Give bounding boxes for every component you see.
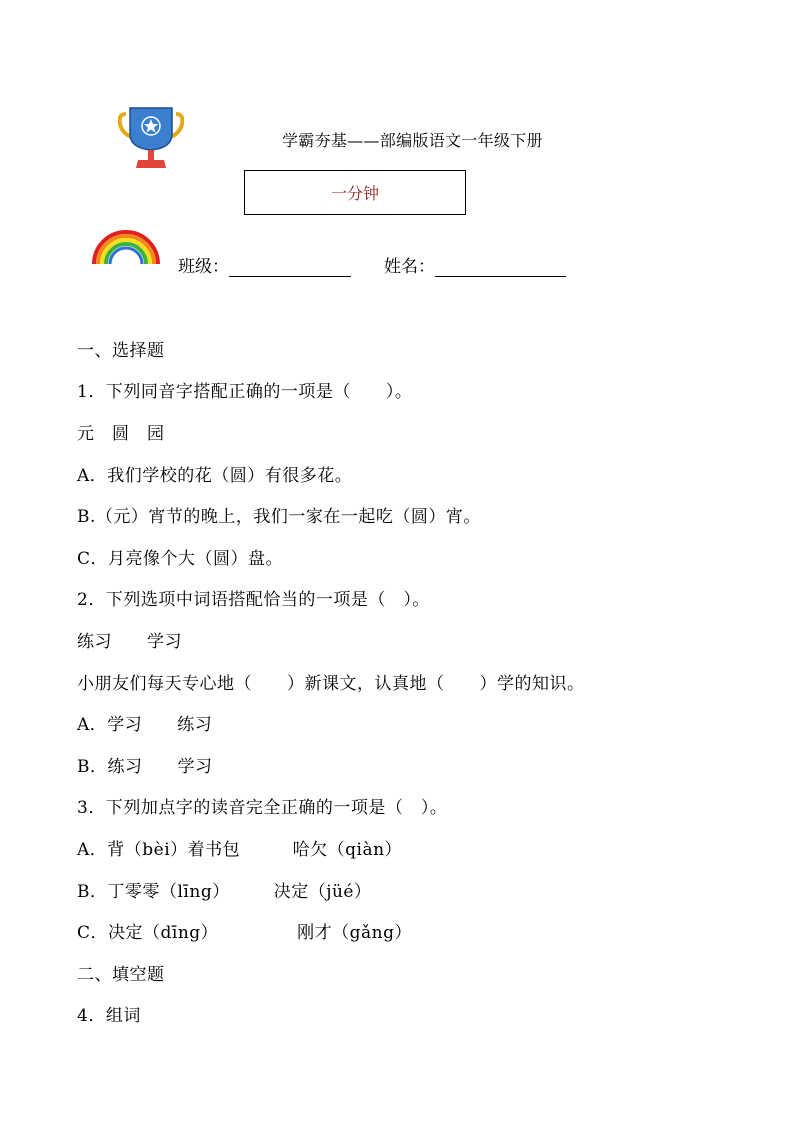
question-stem: 4．组词 <box>77 1006 141 1026</box>
section-heading: 二、填空题 <box>77 965 165 985</box>
name-field <box>384 252 566 277</box>
class-input-line[interactable] <box>229 258 351 277</box>
document-title: 学霸夯基——部编版语文一年级下册 <box>282 131 543 150</box>
question-words: 元 圆 园 <box>77 424 165 444</box>
option-item: A．背（bèi）着书包 哈欠（qiàn） <box>77 840 403 860</box>
question-sentence: 小朋友们每天专心地（ ）新课文，认真地（ ）学的知识。 <box>77 674 585 694</box>
question-stem: 1．下列同音字搭配正确的一项是（ ）。 <box>77 382 413 402</box>
option-item: A．我们学校的花（圆）有很多花。 <box>77 466 353 486</box>
name-input-line[interactable] <box>435 258 566 277</box>
option-item: C．月亮像个大（圆）盘。 <box>77 549 284 569</box>
question-words: 练习 学习 <box>77 632 182 652</box>
subtitle-text: 一分钟 <box>330 184 379 203</box>
subtitle-box <box>244 170 466 215</box>
option-item: B．练习 学习 <box>77 757 213 777</box>
section-heading: 一、选择题 <box>77 341 165 361</box>
class-field <box>178 252 351 277</box>
rainbow-icon <box>90 226 162 266</box>
option-item: B．丁零零（līng） 决定（jüé） <box>77 882 372 902</box>
class-label: 班级： <box>178 257 229 277</box>
trophy-icon <box>118 104 184 172</box>
question-stem: 2．下列选项中词语搭配恰当的一项是（ ）。 <box>77 590 430 610</box>
option-item: B.（元）宵节的晚上，我们一家在一起吃（圆）宵。 <box>77 507 481 527</box>
option-item: C．决定（dīng） 刚才（gǎng） <box>77 923 413 943</box>
option-item: A．学习 练习 <box>77 715 213 735</box>
question-stem: 3．下列加点字的读音完全正确的一项是（ ）。 <box>77 798 448 818</box>
name-label: 姓名： <box>384 257 435 277</box>
